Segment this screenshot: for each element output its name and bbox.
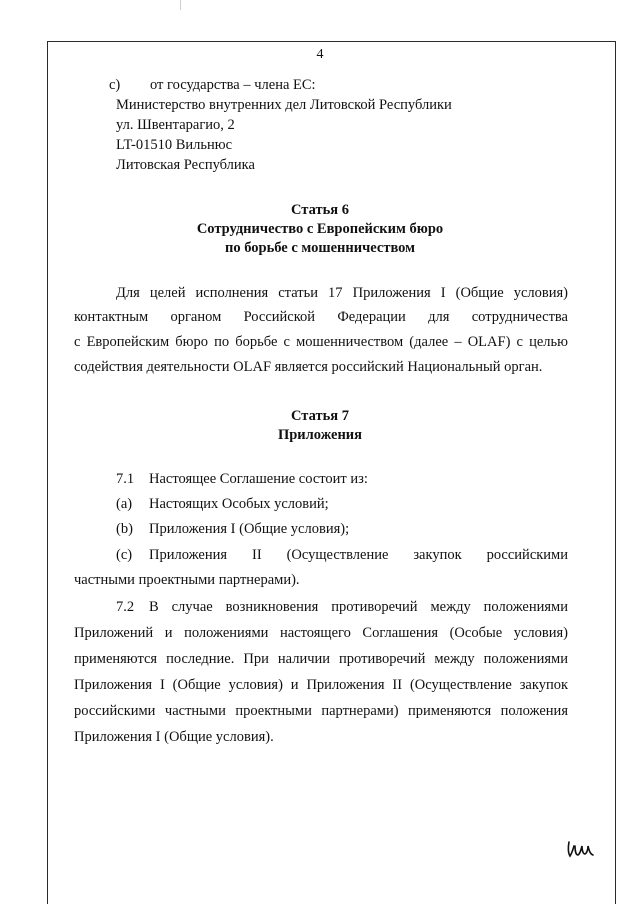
article-6-subtitle: Сотрудничество с Европейским бюро xyxy=(196,221,444,237)
paragraph-line: контактным органом Российской Федерации для сотрудничества xyxy=(74,309,568,325)
address-line: LT-01510 Вильнюс xyxy=(116,137,233,153)
item-text-continuation: частными проектными партнерами). xyxy=(74,572,300,588)
paragraph-line: Приложения I (Общие условия) и Приложения II (Осуществление закупок xyxy=(74,677,568,693)
list-item xyxy=(0,494,640,514)
clause-text: В случае возникновения противоречий между положениями xyxy=(149,599,568,615)
clause-text: Настоящее Соглашение состоит из: xyxy=(149,471,368,487)
paragraph-line: содействия деятельности OLAF является российский Национальный орган. xyxy=(74,359,543,375)
article-7-subtitle: Приложения xyxy=(277,427,363,443)
address-line: ул. Швентарагио, 2 xyxy=(116,117,235,133)
list-item xyxy=(0,469,640,489)
list-item xyxy=(0,545,640,565)
paragraph-line: российскими частными проектными партнерами) применяются положения xyxy=(74,703,568,719)
paragraph-line: Для целей исполнения статьи 17 Приложения I (Общие условия) xyxy=(116,285,568,301)
list-item xyxy=(0,519,640,539)
item-label: (b) xyxy=(116,521,133,537)
scan-artifact-mark xyxy=(180,0,181,10)
paragraph-line: применяются последние. При наличии противоречий между положениями xyxy=(74,651,568,667)
address-line: Министерство внутренних дел Литовской Республики xyxy=(116,97,452,113)
paragraph-line: с Европейским бюро по борьбе с мошенничеством (далее – OLAF) с целью xyxy=(74,334,568,350)
item-label: (c) xyxy=(116,547,133,563)
item-text: Настоящих Особых условий; xyxy=(149,496,329,512)
item-text: Приложения I (Общие условия); xyxy=(149,521,350,537)
clause-number: 7.1 xyxy=(116,471,135,487)
item-text: Приложения II (Осуществление закупок российскими xyxy=(149,547,568,563)
clause-number: 7.2 xyxy=(116,599,135,615)
page-number: 4 xyxy=(316,47,324,62)
paragraph-line: Приложений и положениями настоящего Соглашения (Особые условия) xyxy=(74,625,568,641)
initials-signature xyxy=(565,837,605,861)
article-6-title: Статья 6 xyxy=(291,202,349,218)
address-line: Литовская Республика xyxy=(116,157,255,173)
address-marker: c) xyxy=(109,77,121,93)
list-item xyxy=(0,597,640,617)
paragraph-line: Приложения I (Общие условия). xyxy=(74,729,274,745)
address-lead: от государства – члена ЕС: xyxy=(150,77,316,93)
article-7-title: Статья 7 xyxy=(291,408,349,424)
item-label: (a) xyxy=(116,496,133,512)
article-6-subtitle: по борьбе с мошенничеством xyxy=(224,240,416,256)
